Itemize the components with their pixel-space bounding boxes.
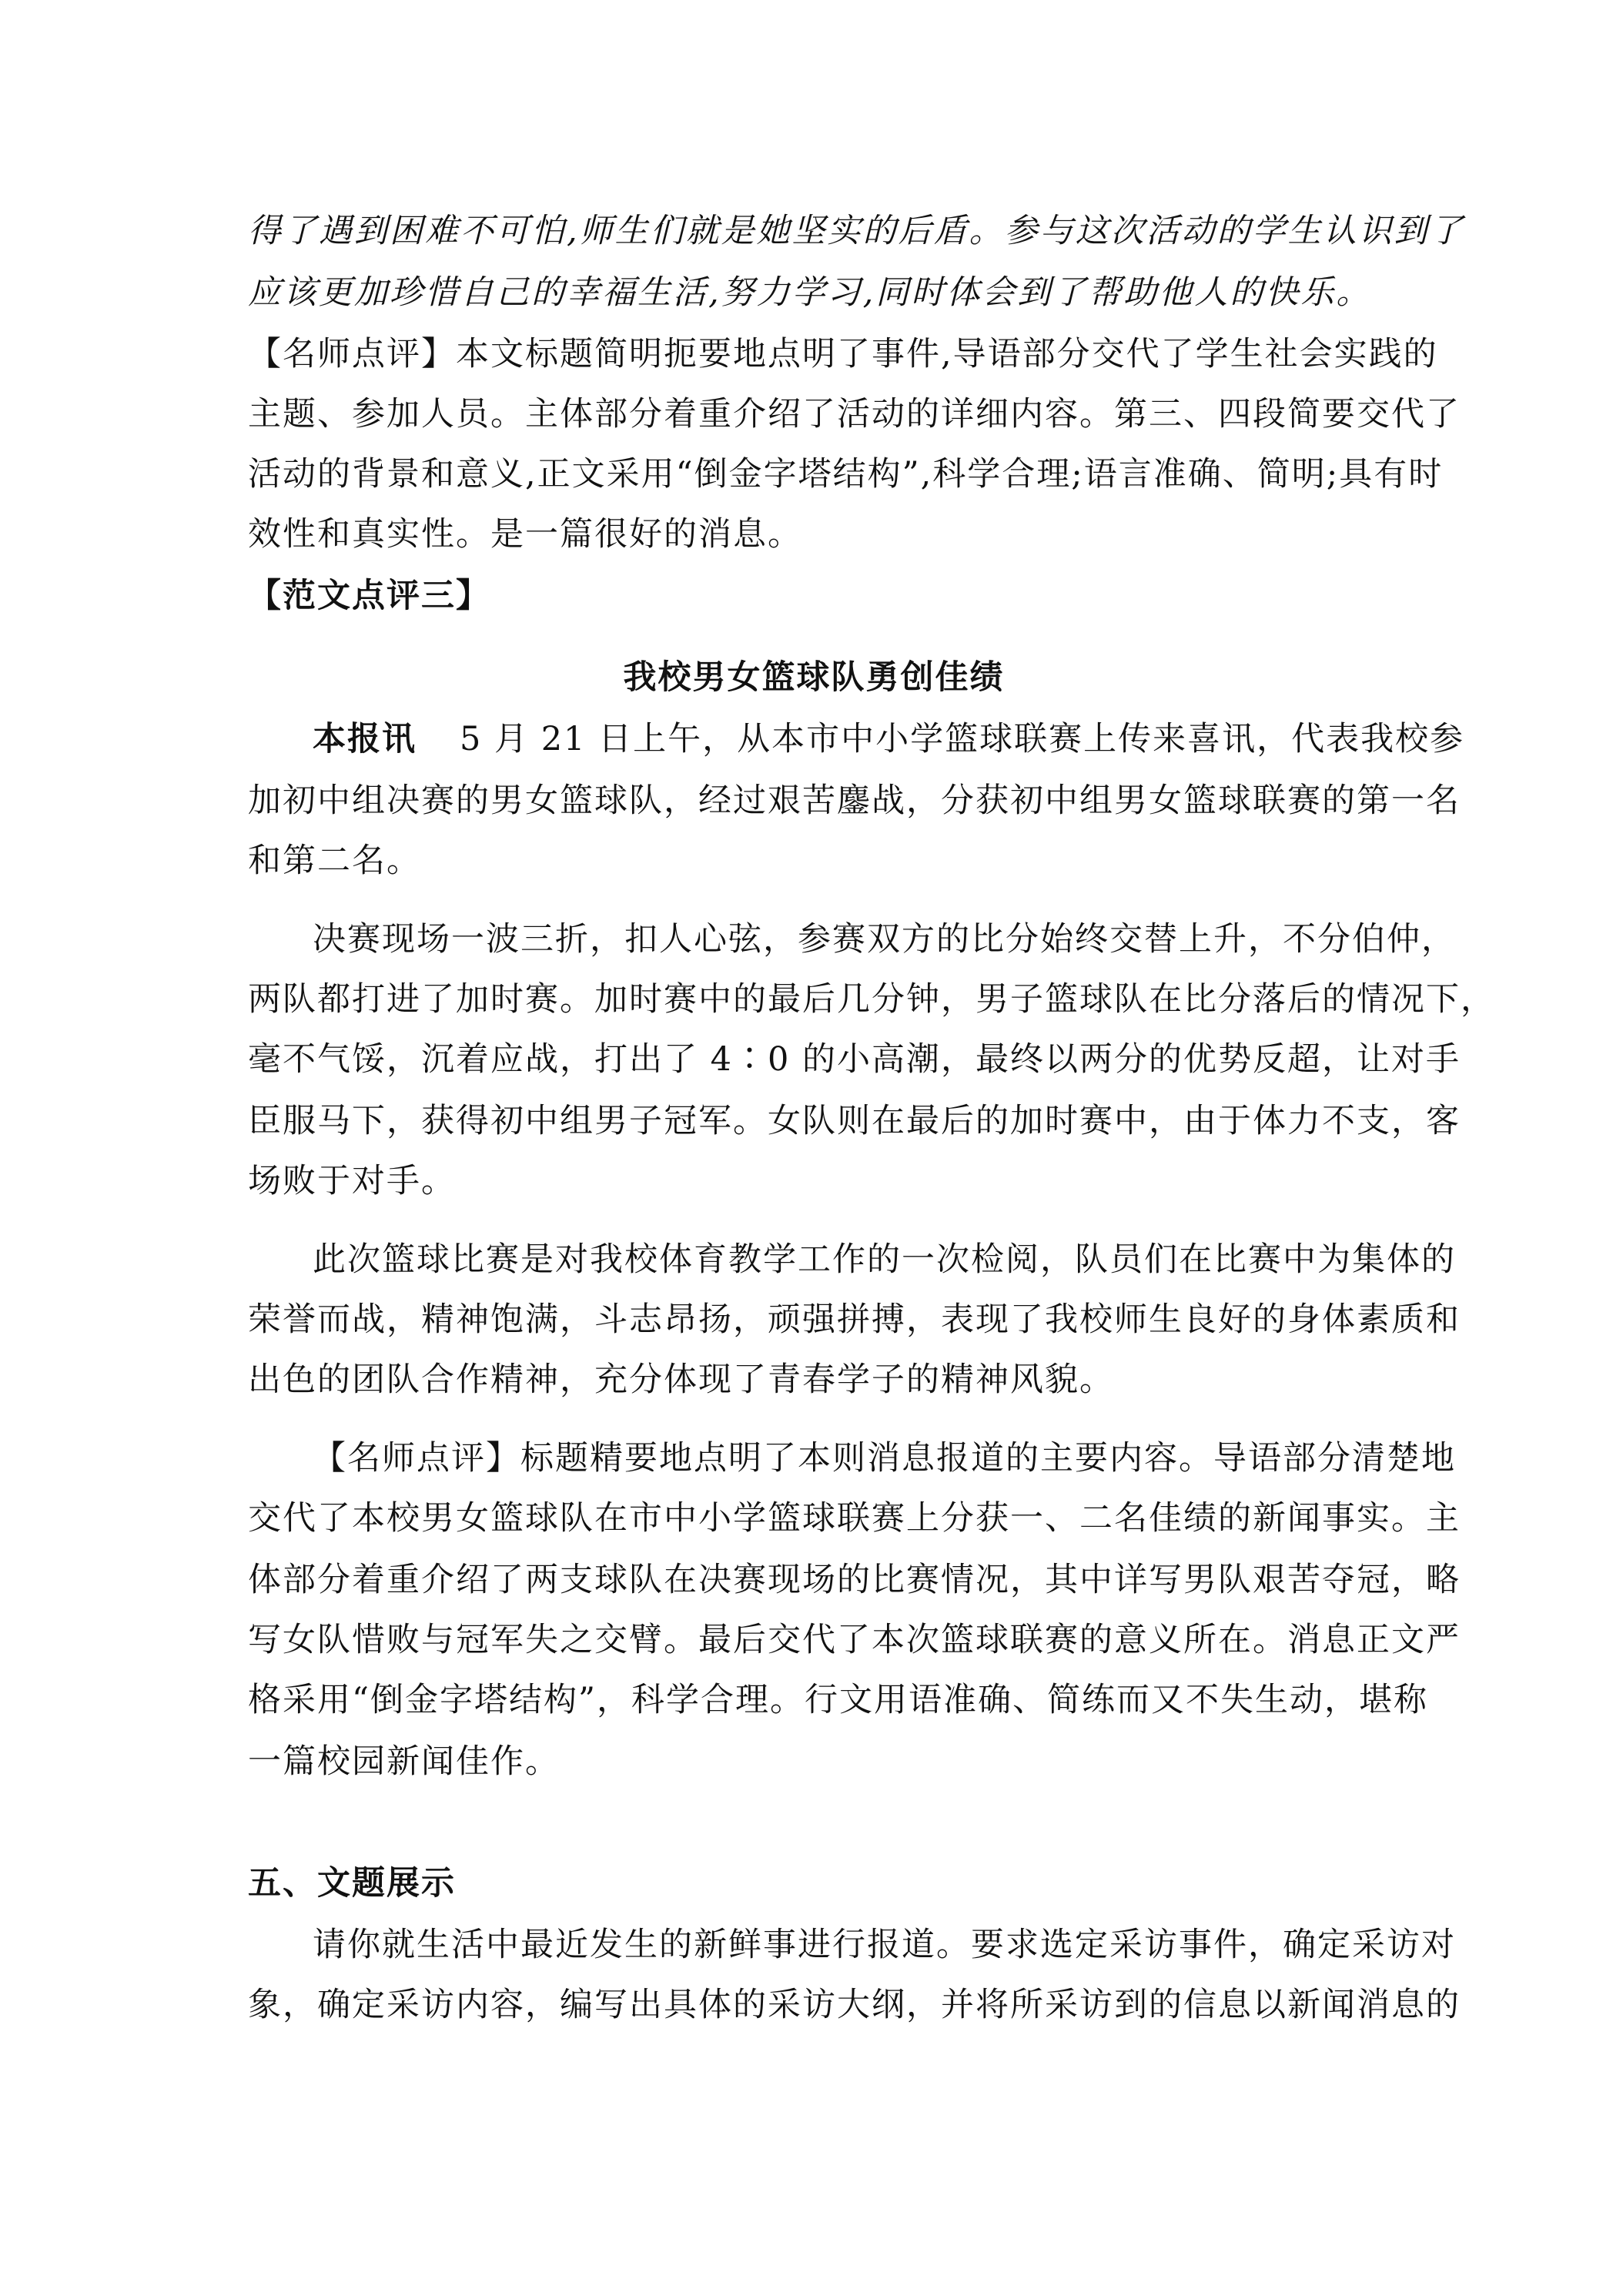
- section5-line-2: 象，确定采访内容，编写出具体的采访大纲，并将所采访到的信息以新闻消息的: [248, 1986, 1461, 2024]
- article-para1-text: 5 月 21 日上午，从本市中小学篮球联赛上传来喜讯，代表我校参: [460, 720, 1465, 758]
- teacher-comment3-line-5: 格采用“倒金字塔结构”，科学合理。行文用语准确、简练而又不失生动，堪称: [248, 1681, 1428, 1719]
- teacher-comment-line-3: 活动的背景和意义,正文采用“倒金字塔结构”,科学合理;语言准确、简明;具有时: [248, 455, 1444, 494]
- article-para2-line-5: 场败于对手。: [248, 1162, 456, 1200]
- section5-heading: 五、文题展示: [248, 1864, 456, 1903]
- teacher-comment3-line-3: 体部分着重介绍了两支球队在决赛现场的比赛情况，其中详写男队艰苦夺冠，略: [248, 1561, 1461, 1599]
- teacher-comment3-line-2: 交代了本校男女篮球队在市中小学篮球联赛上分获一、二名佳绩的新闻事实。主: [248, 1499, 1461, 1538]
- article-title: 我校男女篮球队勇创佳绩: [623, 658, 1005, 697]
- section5-line-1: 请你就生活中最近发生的新鲜事进行报道。要求选定采访事件，确定采访对: [313, 1926, 1456, 1964]
- teacher-comment3-line-6: 一篇校园新闻佳作。: [248, 1742, 560, 1781]
- teacher-comment-line-1: 【名师点评】本文标题简明扼要地点明了事件,导语部分交代了学生社会实践的: [248, 335, 1438, 373]
- article-para3-line-3: 出色的团队合作精神，充分体现了青春学子的精神风貌。: [248, 1361, 1114, 1399]
- byline-label: 本报讯: [313, 720, 417, 758]
- article-para1-line-3: 和第二名。: [248, 842, 421, 880]
- article-para3-line-1: 此次篮球比赛是对我校体育教学工作的一次检阅，队员们在比赛中为集体的: [313, 1240, 1456, 1279]
- teacher-comment3-line-1: 【名师点评】标题精要地点明了本则消息报道的主要内容。导语部分清楚地: [313, 1439, 1456, 1478]
- prev-paragraph-line-1: 得了遇到困难不可怕,师生们就是她坚实的后盾。参与这次活动的学生认识到了: [248, 212, 1465, 250]
- section-heading: 【范文点评三】: [248, 577, 490, 615]
- article-para3-line-2: 荣誉而战，精神饱满，斗志昂扬，顽强拼搏，表现了我校师生良好的身体素质和: [248, 1300, 1461, 1339]
- article-para2-line-2: 两队都打进了加时赛。加时赛中的最后几分钟，男子篮球队在比分落后的情况下，: [248, 980, 1495, 1019]
- teacher-comment3-line-4: 写女队惜败与冠军失之交臂。最后交代了本次篮球联赛的意义所在。消息正文严: [248, 1621, 1461, 1659]
- prev-paragraph-line-2: 应该更加珍惜自己的幸福生活,努力学习,同时体会到了帮助他人的快乐。: [248, 273, 1372, 312]
- article-para1-line-1: [313, 715, 1465, 764]
- article-para2-line-4: 臣服马下，获得初中组男子冠军。女队则在最后的加时赛中，由于体力不支，客: [248, 1102, 1461, 1140]
- article-para1-line-2: 加初中组决赛的男女篮球队，经过艰苦鏖战，分获初中组男女篮球联赛的第一名: [248, 782, 1461, 820]
- article-para2-line-3: 毫不气馁，沉着应战，打出了 4∶0 的小高潮，最终以两分的优势反超，让对手: [248, 1040, 1461, 1079]
- article-para2-line-1: 决赛现场一波三折，扣人心弦，参赛双方的比分始终交替上升，不分伯仲，: [313, 920, 1456, 959]
- teacher-comment-line-4: 效性和真实性。是一篇很好的消息。: [248, 515, 802, 554]
- teacher-comment-line-2: 主题、参加人员。主体部分着重介绍了活动的详细内容。第三、四段简要交代了: [248, 395, 1461, 433]
